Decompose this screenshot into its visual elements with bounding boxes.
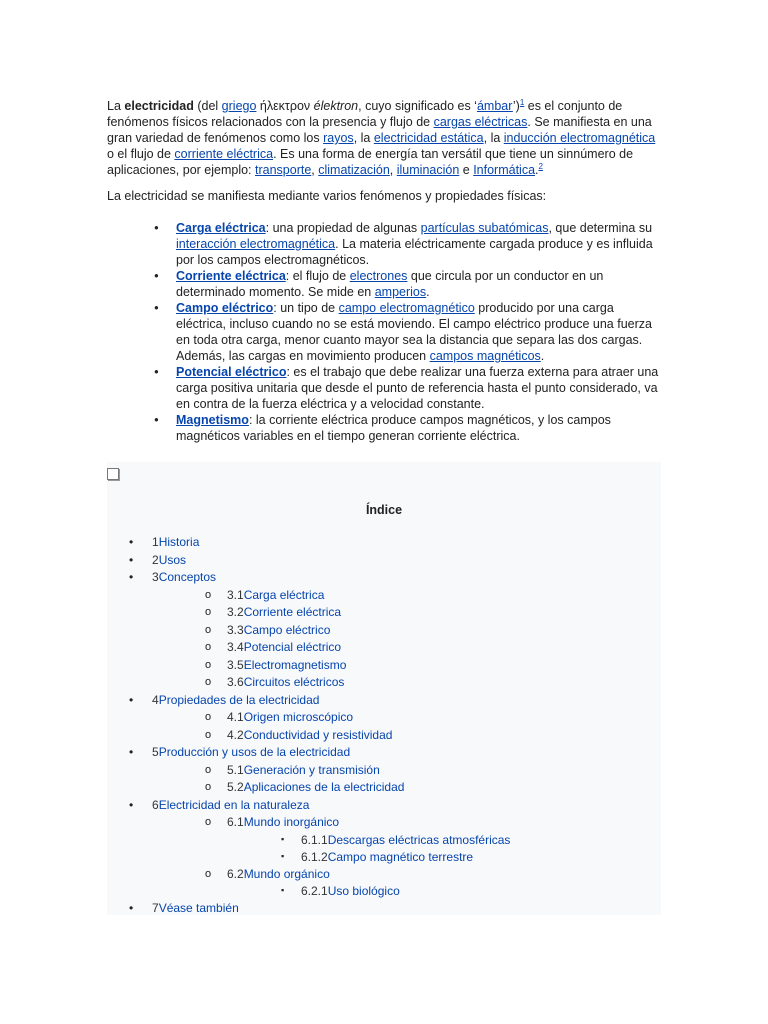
bullet-icon: • (129, 901, 134, 915)
intro-text: ’) (512, 99, 520, 113)
item-text: producido por una carga eléctrica, incluso cuando no se está moviendo. El campo eléctrico produce una fuerza en toda otra carga, menor cuanto mayor sea la distancia que separa las dos cargas. Además, las cargas en movimiento producen (176, 301, 652, 363)
bullet-icon: ● (154, 223, 159, 232)
toc-entry[interactable] (205, 639, 342, 655)
toc-number: 4.1 (227, 710, 244, 724)
link-transporte[interactable]: transporte (255, 163, 312, 177)
toc-entry[interactable] (205, 604, 342, 620)
toc-link[interactable]: Mundo inorgánico (243, 815, 340, 829)
table-of-contents (107, 462, 661, 915)
toc-link[interactable]: Véase también (158, 901, 239, 915)
intro-text: es el conjunto de fenómenos físicos relacionados con la presencia y flujo de (107, 99, 623, 129)
toc-entry[interactable] (129, 797, 310, 813)
bullet-icon: ● (154, 271, 159, 280)
bullet-icon: • (129, 535, 134, 549)
toc-link[interactable]: Carga eléctrica (243, 587, 325, 602)
toc-number: 6.2.1 (301, 884, 328, 898)
toc-entry[interactable] (129, 569, 217, 585)
circle-bullet-icon: o (205, 623, 212, 636)
item-text: , que determina su (548, 221, 653, 235)
intro-text: , (389, 163, 397, 177)
toc-number: 3.1 (227, 587, 244, 602)
toc-entry[interactable] (281, 883, 400, 899)
item-text: que circula por un conductor en un determinado momento. Se mide en (176, 269, 604, 299)
link-electricidad-estatica[interactable]: electricidad estática (373, 131, 484, 145)
article-content (107, 98, 667, 444)
toc-number: 5.1 (227, 762, 244, 777)
circle-bullet-icon: o (205, 606, 212, 618)
toc-number: 6.1.2 (301, 849, 328, 864)
toc-number: 6.1 (227, 815, 244, 829)
item-text: : una propiedad de algunas (265, 221, 421, 235)
link-corriente-electrica[interactable]: corriente eléctrica (174, 147, 274, 161)
square-bullet-icon: ▪ (281, 885, 285, 895)
link-ambar[interactable]: ámbar (476, 99, 513, 113)
toc-number: 3.2 (227, 605, 244, 619)
toc-number: 5.2 (227, 780, 244, 794)
toc-link[interactable]: Propiedades de la electricidad (158, 692, 320, 707)
item-text: : un tipo de (273, 301, 339, 315)
link-induccion[interactable]: inducción electromagnética (503, 131, 656, 145)
toc-link[interactable]: Electromagnetismo (243, 657, 347, 672)
toc-number: 3.4 (227, 640, 244, 654)
toc-link[interactable]: Producción y usos de la electricidad (158, 745, 351, 759)
intro-text: . Es una forma de energía tan versátil que tiene un sinnúmero de aplicaciones, por ejemplo: (107, 147, 634, 177)
toc-entry[interactable] (129, 744, 351, 760)
inline-link[interactable]: electrones (349, 269, 408, 283)
phenomena-list (107, 220, 664, 444)
intro-text: , (311, 163, 319, 177)
toc-entry[interactable] (205, 587, 325, 603)
bullet-icon: ● (154, 367, 159, 376)
toc-link[interactable]: Mundo orgánico (243, 866, 330, 881)
term-link[interactable]: Potencial eléctrico (176, 365, 287, 379)
toc-entry[interactable] (129, 552, 187, 568)
bullet-icon: ● (154, 303, 159, 312)
item-text: : es el trabajo que debe realizar una fuerza externa para atraer una carga positiva unitaria que desde el punto de referencia hasta el punto considerado, va en contra de la fuerza eléctrica y a velocidad constante. (176, 365, 659, 411)
toc-link[interactable]: Campo eléctrico (243, 622, 331, 637)
lead-paragraph: La electricidad se manifiesta mediante varios fenómenos y propiedades físicas: (107, 189, 547, 203)
intro-text: (del (193, 99, 222, 113)
toc-entry[interactable] (281, 832, 511, 848)
inline-link[interactable]: campos magnéticos (429, 349, 541, 363)
toc-number: 3.5 (227, 657, 244, 672)
bullet-icon: • (129, 797, 134, 812)
toc-entry[interactable] (205, 709, 354, 725)
square-bullet-icon: ▪ (281, 833, 285, 844)
toc-entry[interactable] (205, 762, 380, 778)
circle-bullet-icon: o (205, 588, 212, 601)
toc-link[interactable]: Origen microscópico (243, 710, 354, 724)
square-bullet-icon: ▪ (281, 850, 285, 861)
toc-title: Índice (365, 503, 403, 517)
circle-bullet-icon: o (205, 641, 212, 653)
term-link[interactable]: Magnetismo (176, 413, 249, 427)
toc-entry[interactable] (205, 866, 330, 882)
link-rayos[interactable]: rayos (323, 131, 354, 145)
link-griego[interactable]: griego (221, 99, 257, 113)
intro-text: o el flujo de (107, 147, 175, 161)
toc-number: 2 (152, 552, 159, 567)
toc-link[interactable]: Generación y transmisión (243, 762, 380, 777)
item-text: . (426, 285, 430, 299)
toc-entry[interactable] (129, 534, 200, 550)
term-link[interactable]: Campo eléctrico (176, 301, 274, 315)
inline-link[interactable]: partículas subatómicas (420, 221, 549, 235)
toc-link[interactable]: Conductividad y resistividad (243, 727, 393, 742)
intro-elektron: élektron (313, 99, 359, 113)
toc-number: 4 (152, 692, 159, 707)
toc-entry[interactable] (205, 814, 340, 830)
list-item (154, 412, 664, 444)
intro-text: . Se manifiesta en una gran variedad de fenómenos como los (107, 115, 652, 145)
toc-entry[interactable] (205, 622, 331, 638)
link-cargas-electricas[interactable]: cargas eléctricas (433, 115, 528, 129)
term-link[interactable]: Corriente eléctrica (176, 269, 286, 283)
toc-entry[interactable] (129, 692, 320, 708)
toc-number: 6.1.1 (301, 832, 328, 847)
toc-toggle-checkbox[interactable] (107, 468, 119, 480)
toc-number: 3.6 (227, 675, 244, 689)
toc-link[interactable]: Electricidad en la naturaleza (158, 797, 310, 812)
inline-link[interactable]: interacción electromagnética (176, 237, 336, 251)
circle-bullet-icon: o (205, 658, 212, 671)
intro-text: . (535, 163, 539, 177)
toc-entry[interactable] (205, 727, 393, 743)
toc-link[interactable]: Historia (158, 535, 200, 549)
item-text: . La materia eléctricamente cargada produce y es influida por los campos electromagnéticos. (176, 237, 653, 267)
toc-number: 3.3 (227, 622, 244, 637)
bullet-icon: ● (154, 415, 159, 424)
toc-link[interactable]: Uso biológico (327, 884, 400, 898)
toc-number: 4.2 (227, 727, 244, 742)
ref-2[interactable]: 2 (538, 161, 543, 171)
bullet-icon: • (129, 570, 134, 584)
link-climatizacion[interactable]: climatización (318, 163, 390, 177)
circle-bullet-icon: o (205, 867, 212, 880)
intro-text: , la (483, 131, 504, 145)
toc-link[interactable]: Potencial eléctrico (243, 640, 342, 654)
toc-link[interactable]: Circuitos eléctricos (243, 675, 345, 689)
term-link[interactable]: Carga eléctrica (176, 221, 266, 235)
intro-text: e (459, 163, 474, 177)
intro-paragraph (107, 98, 659, 178)
inline-link[interactable]: amperios (374, 285, 427, 299)
toc-link[interactable]: Conceptos (158, 570, 217, 584)
ref-1[interactable]: 1 (519, 97, 525, 107)
intro-term: electricidad (124, 99, 194, 113)
circle-bullet-icon: o (205, 781, 212, 793)
intro-text: ήλεκτρον (256, 99, 314, 113)
toc-number: 3 (152, 570, 159, 584)
circle-bullet-icon: o (205, 728, 212, 741)
toc-link[interactable]: Campo magnético terrestre (327, 849, 474, 864)
circle-bullet-icon: o (205, 676, 212, 688)
bullet-icon: • (129, 552, 134, 567)
toc-entry[interactable] (281, 849, 474, 865)
toc-number: 5 (152, 745, 159, 759)
list-item (154, 268, 664, 300)
intro-text: , la (353, 131, 374, 145)
toc-number: 7 (152, 901, 159, 915)
bullet-icon: • (129, 692, 134, 707)
toc-entry[interactable] (129, 900, 239, 916)
circle-bullet-icon: o (205, 711, 212, 723)
list-item (154, 300, 664, 364)
link-informatica[interactable]: Informática (473, 163, 536, 177)
toc-entry[interactable] (205, 657, 347, 673)
intro-text: , cuyo significado es ‘ (358, 99, 477, 113)
intro-text: La (107, 99, 125, 113)
toc-entry[interactable] (205, 779, 405, 795)
toc-link[interactable]: Usos (158, 552, 187, 567)
list-item (154, 220, 664, 268)
toc-number: 6 (152, 797, 159, 812)
item-text: : la corriente eléctrica produce campos magnéticos, y los campos magnéticos variables en el tiempo generan corriente eléctrica. (176, 413, 611, 443)
toc-link[interactable]: Corriente eléctrica (243, 605, 342, 619)
circle-bullet-icon: o (205, 816, 212, 828)
toc-number: 6.2 (227, 866, 244, 881)
toc-entry[interactable] (205, 674, 345, 690)
bullet-icon: • (129, 745, 134, 759)
circle-bullet-icon: o (205, 763, 212, 776)
item-text: . (540, 349, 545, 363)
list-item (154, 364, 664, 412)
toc-link[interactable]: Descargas eléctricas atmosféricas (327, 832, 511, 847)
link-iluminacion[interactable]: iluminación (396, 163, 460, 177)
item-text: : el flujo de (285, 269, 350, 283)
toc-link[interactable]: Aplicaciones de la electricidad (243, 780, 405, 794)
inline-link[interactable]: campo electromagnético (338, 301, 475, 315)
toc-number: 1 (152, 535, 159, 549)
